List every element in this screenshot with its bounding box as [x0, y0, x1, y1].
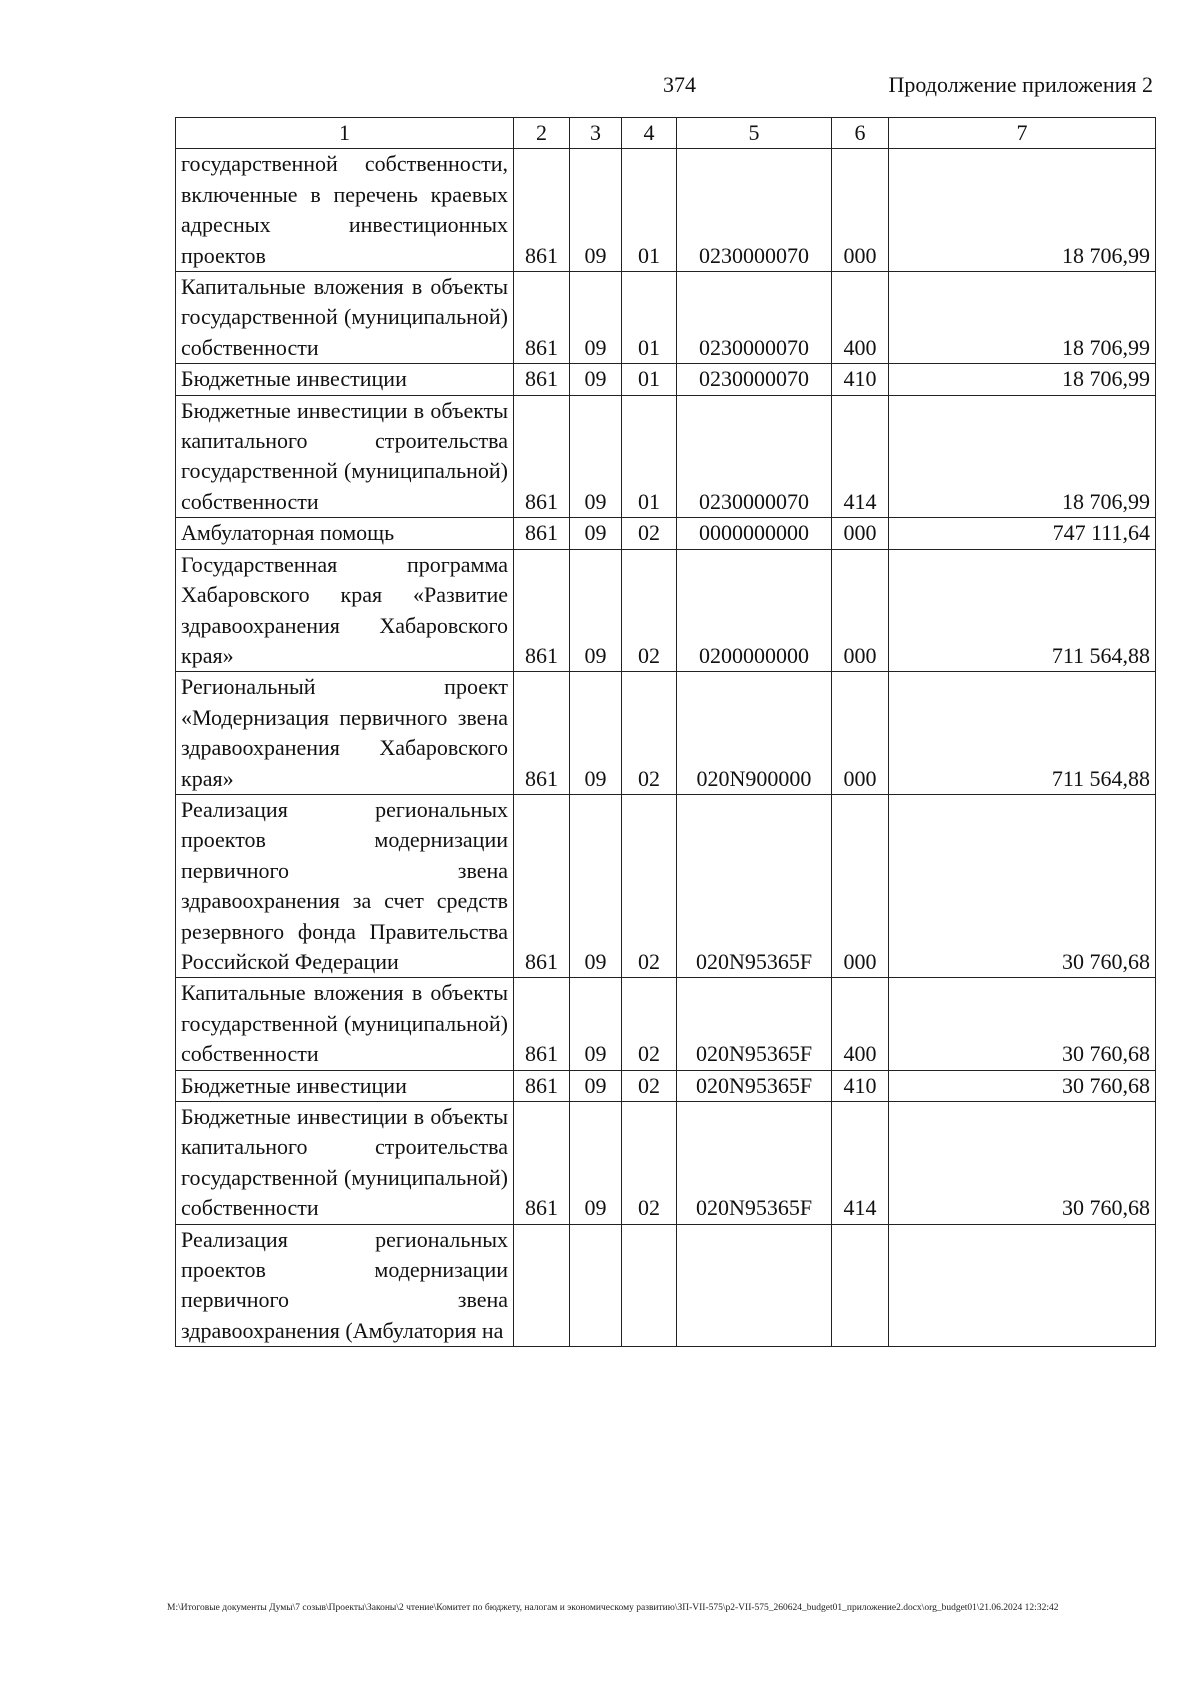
table-header-row [176, 118, 1156, 149]
expense-type-code: 410 [832, 1070, 889, 1101]
row-name: государственной собственности, включенные в перечень краевых адресных инвестиционных проектов [176, 149, 514, 272]
row-name: Бюджетные инвестиции [176, 1070, 514, 1101]
row-name: Реализация региональных проектов модернизации первичного звена здравоохранения (Амбулатория на [176, 1224, 514, 1347]
column-header: 5 [677, 118, 832, 149]
target-item-code: 020N95365F [677, 1102, 832, 1225]
amount: 30 760,68 [889, 794, 1156, 977]
grbs-code: 861 [514, 978, 570, 1070]
table-row [176, 364, 1156, 395]
expense-type-code: 414 [832, 1102, 889, 1225]
grbs-code: 861 [514, 149, 570, 272]
continuation-label: Продолжение приложения 2 [888, 72, 1153, 97]
file-path-footer: М:\Итоговые документы Думы\7 созыв\Проекты\Законы\2 чтение\Комитет по бюджету, налогам и экономическому развитию\ЗП-VII-575\р2-VII-575_260624_budget01_приложение2.docx\org_budget01\21.06.2024 12:32:42 [167, 1603, 1059, 1613]
amount: 18 706,99 [889, 395, 1156, 518]
grbs-code: 861 [514, 1070, 570, 1101]
amount: 30 760,68 [889, 978, 1156, 1070]
subsection-code: 02 [622, 1070, 677, 1101]
row-name: Реализация региональных проектов модернизации первичного звена здравоохранения за счет средств резервного фонда Правительства Российской Федерации [176, 794, 514, 977]
subsection-code: 01 [622, 149, 677, 272]
table-row [176, 1224, 1156, 1347]
grbs-code: 861 [514, 518, 570, 549]
section-code: 09 [570, 978, 622, 1070]
grbs-code: 861 [514, 395, 570, 518]
expense-type-code: 000 [832, 672, 889, 795]
section-code: 09 [570, 149, 622, 272]
subsection-code: 02 [622, 978, 677, 1070]
row-name: Амбулаторная помощь [176, 518, 514, 549]
column-header: 6 [832, 118, 889, 149]
target-item-code: 0230000070 [677, 364, 832, 395]
target-item-code: 0230000070 [677, 395, 832, 518]
table-row [176, 272, 1156, 364]
grbs-code [514, 1224, 570, 1347]
grbs-code: 861 [514, 672, 570, 795]
expense-type-code: 400 [832, 272, 889, 364]
target-item-code: 020N95365F [677, 978, 832, 1070]
section-code: 09 [570, 1070, 622, 1101]
section-code: 09 [570, 794, 622, 977]
section-code: 09 [570, 518, 622, 549]
grbs-code: 861 [514, 272, 570, 364]
subsection-code: 02 [622, 518, 677, 549]
row-name: Капитальные вложения в объекты государственной (муниципальной) собственности [176, 978, 514, 1070]
target-item-code: 020N95365F [677, 794, 832, 977]
amount [889, 1224, 1156, 1347]
subsection-code: 01 [622, 364, 677, 395]
target-item-code: 0230000070 [677, 149, 832, 272]
subsection-code: 02 [622, 672, 677, 795]
amount: 30 760,68 [889, 1070, 1156, 1101]
amount: 18 706,99 [889, 149, 1156, 272]
expense-type-code: 400 [832, 978, 889, 1070]
budget-table [175, 117, 1156, 1347]
column-header: 1 [176, 118, 514, 149]
column-header: 3 [570, 118, 622, 149]
row-name: Капитальные вложения в объекты государственной (муниципальной) собственности [176, 272, 514, 364]
amount: 18 706,99 [889, 364, 1156, 395]
expense-type-code: 410 [832, 364, 889, 395]
table-row [176, 1102, 1156, 1225]
subsection-code [622, 1224, 677, 1347]
column-header: 4 [622, 118, 677, 149]
table-row [176, 672, 1156, 795]
column-header: 7 [889, 118, 1156, 149]
expense-type-code: 000 [832, 549, 889, 672]
target-item-code [677, 1224, 832, 1347]
section-code [570, 1224, 622, 1347]
subsection-code: 02 [622, 549, 677, 672]
table-row [176, 978, 1156, 1070]
section-code: 09 [570, 364, 622, 395]
expense-type-code: 000 [832, 794, 889, 977]
row-name: Государственная программа Хабаровского края «Развитие здравоохранения Хабаровского края» [176, 549, 514, 672]
target-item-code: 0200000000 [677, 549, 832, 672]
subsection-code: 02 [622, 1102, 677, 1225]
target-item-code: 020N95365F [677, 1070, 832, 1101]
subsection-code: 02 [622, 794, 677, 977]
target-item-code: 020N900000 [677, 672, 832, 795]
table-row [176, 518, 1156, 549]
table-body [176, 149, 1156, 1347]
amount: 747 111,64 [889, 518, 1156, 549]
subsection-code: 01 [622, 395, 677, 518]
amount: 711 564,88 [889, 672, 1156, 795]
page-header [0, 72, 1200, 108]
expense-type-code: 414 [832, 395, 889, 518]
row-name: Бюджетные инвестиции в объекты капитального строительства государственной (муниципальной) собственности [176, 1102, 514, 1225]
table-row [176, 149, 1156, 272]
expense-type-code: 000 [832, 149, 889, 272]
section-code: 09 [570, 395, 622, 518]
section-code: 09 [570, 549, 622, 672]
subsection-code: 01 [622, 272, 677, 364]
expense-type-code: 000 [832, 518, 889, 549]
table-row [176, 549, 1156, 672]
row-name: Бюджетные инвестиции [176, 364, 514, 395]
table-row [176, 395, 1156, 518]
amount: 711 564,88 [889, 549, 1156, 672]
section-code: 09 [570, 672, 622, 795]
amount: 18 706,99 [889, 272, 1156, 364]
target-item-code: 0000000000 [677, 518, 832, 549]
grbs-code: 861 [514, 549, 570, 672]
target-item-code: 0230000070 [677, 272, 832, 364]
grbs-code: 861 [514, 794, 570, 977]
page-number: 374 [663, 72, 696, 97]
expense-type-code [832, 1224, 889, 1347]
grbs-code: 861 [514, 364, 570, 395]
section-code: 09 [570, 1102, 622, 1225]
table-row [176, 794, 1156, 977]
table-row [176, 1070, 1156, 1101]
column-header: 2 [514, 118, 570, 149]
row-name: Бюджетные инвестиции в объекты капитального строительства государственной (муниципальной) собственности [176, 395, 514, 518]
row-name: Региональный проект «Модернизация первичного звена здравоохранения Хабаровского края» [176, 672, 514, 795]
section-code: 09 [570, 272, 622, 364]
grbs-code: 861 [514, 1102, 570, 1225]
amount: 30 760,68 [889, 1102, 1156, 1225]
